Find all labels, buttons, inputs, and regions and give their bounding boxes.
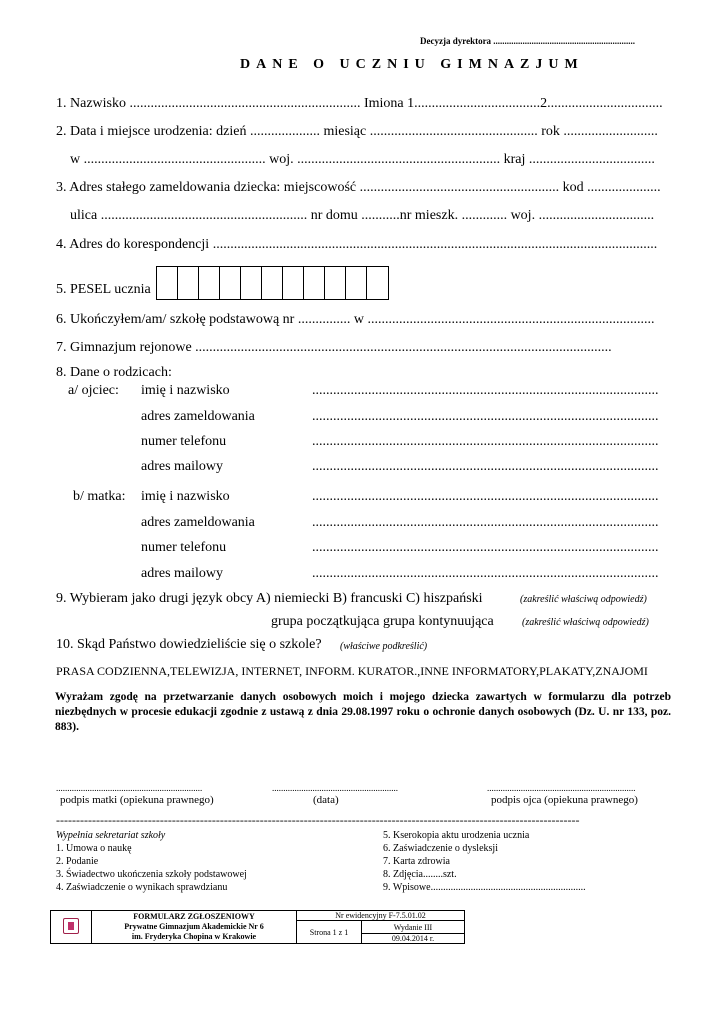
page-title: DANE O UCZNIU GIMNAZJUM (240, 57, 584, 72)
secretariat-item: 1. Umowa o naukę (56, 843, 132, 854)
language-group-line: grupa początkująca grupa kontynuująca (271, 614, 494, 629)
secretariat-heading: Wypełnia sekretariat szkoły (56, 830, 166, 841)
mother-signature-label: podpis matki (opiekuna prawnego) (60, 794, 214, 806)
mother-phone-label: numer telefonu (141, 540, 227, 555)
father-name-field[interactable]: ................................................................................................... (312, 383, 659, 398)
language-choice-line: 9. Wybieram jako drugi język obcy A) niemiecki B) francuski C) hiszpański (56, 591, 483, 606)
page-number: Strona 1 z 1 (297, 921, 362, 944)
mother-email-label: adres mailowy (141, 566, 224, 581)
pesel-digit-box[interactable] (304, 267, 325, 299)
district-school-line: 7. Gimnazjum rejonowe ....................................................................................................................... (56, 340, 612, 355)
father-address-field[interactable]: ................................................................................................... (312, 409, 659, 424)
secretariat-item: 4. Zaświadczenie o wynikach sprawdzianu (56, 882, 228, 893)
secretariat-item: 8. Zdjęcia........szt. (383, 869, 457, 880)
date-label: (data) (313, 794, 339, 806)
pesel-digit-box[interactable] (157, 267, 178, 299)
father-address-label: adres zameldowania (141, 409, 255, 424)
school-name-2: im. Fryderyka Chopina w Krakowie (131, 932, 257, 941)
language-choice-note: (zakreślić właściwą odpowiedź) (520, 594, 647, 605)
mother-phone-field[interactable]: ................................................................................................... (312, 540, 659, 555)
school-name-1: Prywatne Gimnazjum Akademickie Nr 6 (124, 922, 264, 931)
edition: Wydanie III (362, 921, 465, 934)
secretariat-item: 7. Karta zdrowia (383, 856, 450, 867)
pesel-digit-box[interactable] (346, 267, 367, 299)
form-title: FORMULARZ ZGŁOSZENIOWY (133, 912, 255, 921)
father-email-label: adres mailowy (141, 459, 224, 474)
birth-place-line: w .................................................... woj. .......................................................... kraj .................................... (70, 152, 655, 167)
school-source-note: (właściwe podkreślić) (340, 641, 428, 652)
secretariat-item: 6. Zaświadczenie o dysleksji (383, 843, 498, 854)
edition-date: 09.04.2014 r. (362, 934, 465, 944)
father-phone-label: numer telefonu (141, 434, 227, 449)
separator-line: ----------------------------------------------------------------------------------------------------------------------------------- (56, 813, 580, 827)
secretariat-item: 9. Wpisowe.............................................................. (383, 882, 586, 893)
secretariat-item: 5. Kserokopia aktu urodzenia ucznia (383, 830, 530, 841)
school-logo (51, 911, 92, 944)
pesel-digit-box[interactable] (220, 267, 241, 299)
parents-heading: 8. Dane o rodzicach: (56, 365, 172, 380)
school-logo-icon (63, 918, 79, 934)
data-consent-statement: Wyrażam zgodę na przetwarzanie danych osobowych moich i mojego dziecka zawartych w formularzu dla potrzeb niezbędnych w procesie edukacji zgodnie z ustawą z dnia 29.08.1997 roku o ochronie danych osobowych (Dz. U. nr 133, poz. 883). (55, 691, 671, 733)
father-email-field[interactable]: ................................................................................................... (312, 459, 659, 474)
mother-address-field[interactable]: ................................................................................................... (312, 515, 659, 530)
school-source-question: 10. Skąd Państwo dowiedzieliście się o szkole? (56, 637, 322, 652)
pesel-input-boxes[interactable] (156, 266, 389, 300)
mother-name-label: imię i nazwisko (141, 489, 230, 504)
pesel-digit-box[interactable] (241, 267, 262, 299)
pesel-label: 5. PESEL ucznia (56, 282, 151, 297)
primary-school-line: 6. Ukończyłem/am/ szkołę podstawową nr ............... w .................................................................................. (56, 312, 655, 327)
correspondence-line: 4. Adres do korespondencji ............................................................................................................................... (56, 237, 658, 252)
pesel-digit-box[interactable] (178, 267, 199, 299)
mother-name-field[interactable]: ................................................................................................... (312, 489, 659, 504)
pesel-digit-box[interactable] (367, 267, 388, 299)
mother-email-field[interactable]: ................................................................................................... (312, 566, 659, 581)
mother-address-label: adres zameldowania (141, 515, 255, 530)
reg-number: Nr ewidencyjny F-7.5.01.02 (297, 911, 465, 921)
school-source-options: PRASA CODZIENNA,TELEWIZJA, INTERNET, INFORM. KURATOR.,INNE INFORMATORY,PLAKATY,ZNAJOMI (56, 664, 648, 678)
street-line: ulica ........................................................... nr domu ...........nr mieszk. ............. woj. ................................. (70, 208, 655, 223)
secretariat-item: 2. Podanie (56, 856, 99, 867)
director-decision-line: Decyzja dyrektora ............................................................... (420, 36, 636, 46)
father-signature-line[interactable]: .................................................................. (487, 783, 636, 793)
mother-label: b/ matka: (73, 489, 126, 504)
father-signature-label: podpis ojca (opiekuna prawnego) (491, 794, 638, 806)
pesel-digit-box[interactable] (283, 267, 304, 299)
father-phone-field[interactable]: ................................................................................................... (312, 434, 659, 449)
form-title-cell (92, 911, 297, 944)
pesel-digit-box[interactable] (262, 267, 283, 299)
pesel-digit-box[interactable] (325, 267, 346, 299)
language-group-note: (zakreślić właściwą odpowiedź) (522, 617, 649, 628)
surname-line: 1. Nazwisko .................................................................. Imiona 1....................................2................................. (56, 96, 663, 111)
father-label: a/ ojciec: (68, 383, 119, 398)
secretariat-item: 3. Świadectwo ukończenia szkoły podstawowej (56, 869, 247, 880)
date-signature-line[interactable]: ........................................................ (272, 783, 398, 793)
father-name-label: imię i nazwisko (141, 383, 230, 398)
address-line: 3. Adres stałego zameldowania dziecka: miejscowość ......................................................... kod ..................... (56, 180, 661, 195)
mother-signature-line[interactable]: ................................................................. (56, 783, 203, 793)
birth-date-line: 2. Data i miejsce urodzenia: dzień .................... miesiąc ................................................ rok ........................... (56, 124, 658, 139)
form-footer-table (50, 910, 465, 944)
pesel-digit-box[interactable] (199, 267, 220, 299)
